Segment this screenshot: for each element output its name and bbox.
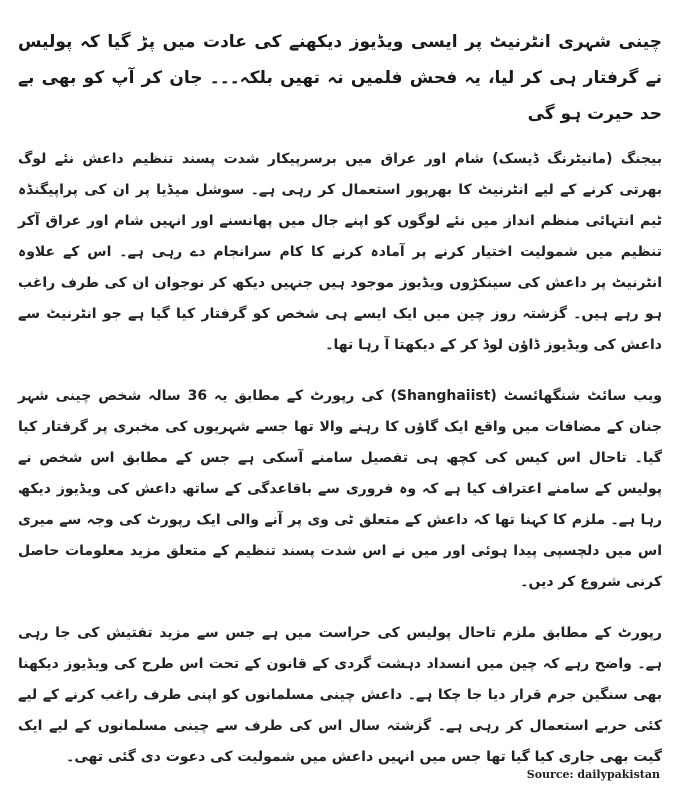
article-paragraph-2: ویب سائٹ شنگھائسٹ (Shanghaiist) کی رپورٹ کے مطابق یہ 36 سالہ شخص چینی شہر جنان کے مضافات میں واقع ایک گاؤں کا رہنے والا تھا جسے شہریوں کی مخبری پر گرفتار کیا گیا۔ تاحال اس کیس کی کچھ ہی تفصیل سامنے آسکی ہے جس کے مطابق اس شخص نے پولیس کے سامنے اعتراف کیا ہے کہ وہ فروری سے باقاعدگی کے ساتھ داعش کی ویڈیوز دیکھ رہا ہے۔ ملزم کا کہنا تھا کہ داعش کے متعلق ٹی وی پر آنے والی ایک رپورٹ کی وجہ سے میری اس میں دلچسپی پیدا ہوئی اور میں نے اس شدت پسند تنظیم کے متعلق مزید معلومات حاصل کرنی شروع کر دیں۔	[18, 388, 662, 590]
article	[18, 24, 662, 793]
article-paragraph-1: بیجنگ (مانیٹرنگ ڈیسک) شام اور عراق میں برسرپیکار شدت پسند تنظیم داعش نئے لوگ بھرتی کرنے کے لیے انٹرنیٹ کا بھرپور استعمال کر رہی ہے۔ سوشل میڈیا پر ان کی پراپیگنڈہ ٹیم انتہائی منظم انداز میں نئے لوگوں کو اپنے جال میں پھانسنے اور انہیں شام اور عراق آکر تنظیم میں شمولیت اختیار کرنے پر آمادہ کرنے کا کام سرانجام دے رہی ہے۔ اس کے علاوہ انٹرنیٹ پر داعش کی سینکڑوں ویڈیوز موجود ہیں جنہیں دیکھ کر نوجوان ان کی طرف راغب ہو رہے ہیں۔ گزشتہ روز چین میں ایک ایسے ہی شخص کو گرفتار کیا گیا ہے جو انٹرنیٹ سے داعش کی ویڈیوز ڈاؤن لوڈ کر کے دیکھتا آ رہا تھا۔	[18, 151, 662, 353]
source-credit: Source: dailypakistan	[526, 768, 660, 781]
article-headline: چینی شہری انٹرنیٹ پر ایسی ویڈیوز دیکھنے کی عادت میں پڑ گیا کہ پولیس نے گرفتار ہی کر لیا، یہ فحش فلمیں نہ تھیں بلکہ۔۔۔ جان کر آپ کو بھی بے حد حیرت ہو گی	[18, 32, 662, 124]
article-paragraph-3: رپورٹ کے مطابق ملزم تاحال پولیس کی حراست میں ہے جس سے مزید تفتیش کی جا رہی ہے۔ واضح رہے کہ چین میں انسداد دہشت گردی کے قانون کے تحت اس طرح کی ویڈیوز دیکھنا بھی سنگین جرم قرار دیا جا چکا ہے۔ داعش چینی مسلمانوں کو اپنی طرف راغب کرنے کے لیے کئی حربے استعمال کر رہی ہے۔ گزشتہ سال اس کی طرف سے چینی مسلمانوں کے لیے ایک گیت بھی جاری کیا گیا تھا جس میں انہیں داعش میں شمولیت کی دعوت دی گئی تھی۔	[18, 625, 662, 765]
